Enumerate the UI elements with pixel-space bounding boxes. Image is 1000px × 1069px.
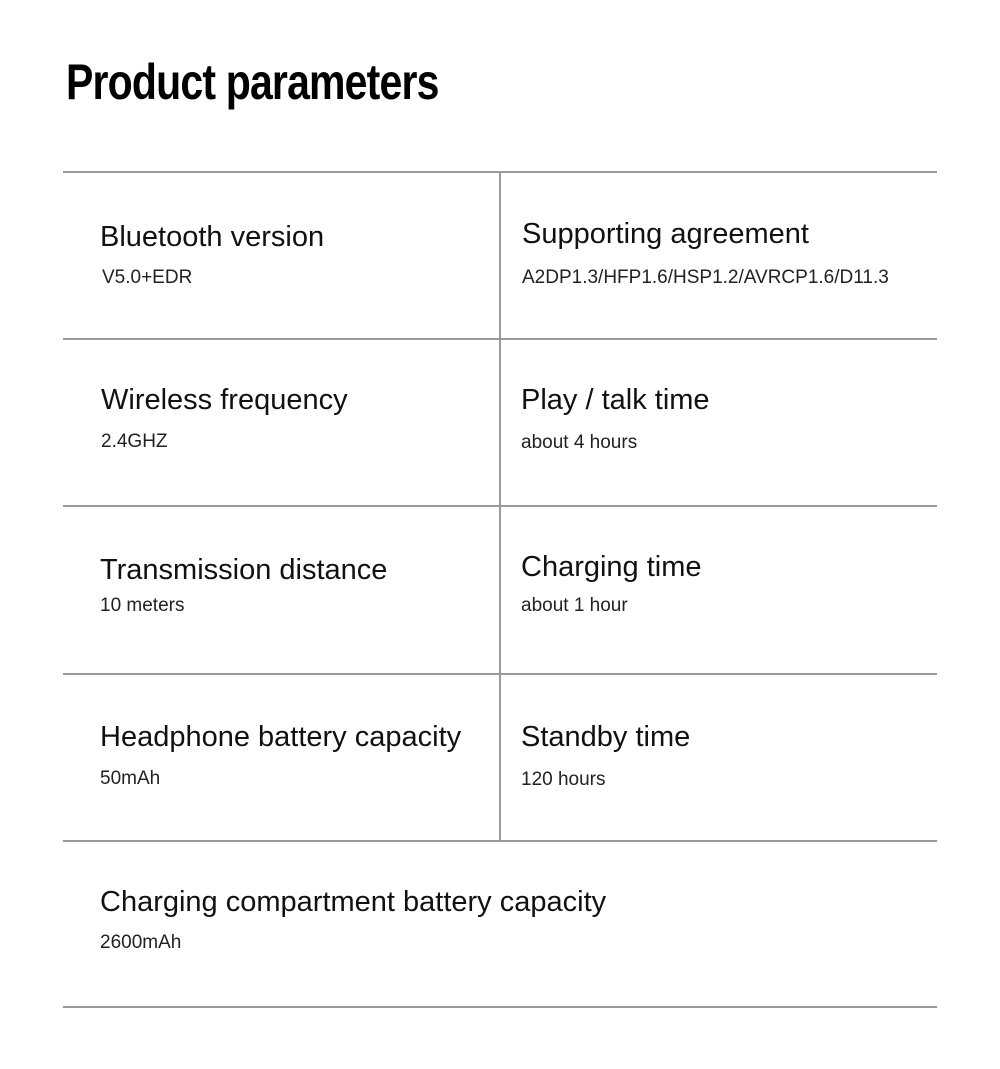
param-value: A2DP1.3/HFP1.6/HSP1.2/AVRCP1.6/D11.3 [522, 266, 889, 288]
param-label: Transmission distance [100, 554, 388, 586]
param-standby-time [521, 720, 690, 792]
param-value: 50mAh [100, 767, 161, 789]
param-bluetooth-version [100, 220, 324, 290]
param-headphone-battery-capacity [100, 720, 461, 791]
param-label: Charging time [521, 551, 702, 583]
page-title: Product parameters [66, 54, 439, 110]
table-divider [63, 1006, 937, 1008]
param-label: Headphone battery capacity [100, 721, 462, 753]
param-label: Standby time [521, 721, 691, 753]
param-value: about 1 hour [521, 594, 628, 616]
param-play-talk-time [521, 383, 710, 455]
param-label: Bluetooth version [100, 221, 325, 253]
param-supporting-agreement [522, 217, 889, 290]
param-charging-time [521, 550, 702, 618]
param-charging-compartment-battery-capacity [100, 885, 606, 955]
param-label: Supporting agreement [522, 218, 809, 250]
param-value: about 4 hours [521, 431, 638, 453]
param-transmission-distance [100, 553, 387, 618]
param-value: V5.0+EDR [102, 266, 193, 288]
param-wireless-frequency [101, 383, 348, 454]
param-label: Play / talk time [521, 384, 710, 416]
param-value: 10 meters [100, 594, 185, 616]
param-label: Wireless frequency [101, 384, 348, 416]
param-value: 2600mAh [100, 931, 182, 953]
param-label: Charging compartment battery capacity [100, 886, 607, 918]
param-value: 120 hours [521, 768, 606, 790]
param-value: 2.4GHZ [101, 430, 168, 452]
column-divider [499, 172, 501, 841]
